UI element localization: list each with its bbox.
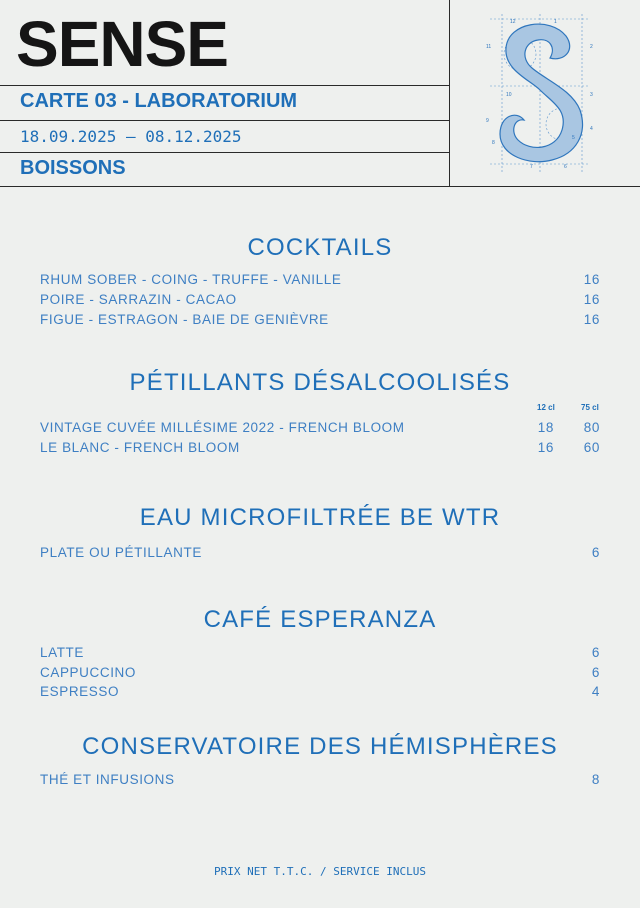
- item-name: LATTE: [40, 645, 85, 660]
- logo-annotation: 6: [564, 164, 567, 170]
- section-title-conservatoire: CONSERVATOIRE DES HÉMISPHÈRES: [82, 733, 558, 760]
- item-name: CAPPUCCINO: [40, 665, 137, 680]
- item-price: 4: [591, 684, 600, 699]
- item-price: 16: [583, 272, 600, 287]
- item-price: 16: [583, 312, 600, 327]
- logo-annotation: 8: [492, 140, 495, 146]
- logo-annotation: 1: [554, 19, 557, 25]
- logo-annotation: 5: [572, 135, 575, 141]
- logo-annotation: 11: [486, 44, 492, 50]
- logo-annotation: 4: [590, 126, 593, 132]
- item-price: 16: [583, 292, 600, 307]
- category-title: BOISSONS: [20, 157, 126, 179]
- header-divider: [0, 152, 449, 153]
- s-letter-construction-icon: [480, 14, 600, 172]
- logo-annotation: 9: [486, 118, 489, 124]
- date-range: 18.09.2025 – 08.12.2025: [20, 127, 242, 146]
- item-price-12cl: 16: [537, 440, 554, 455]
- column-header-75cl: 75 cl: [581, 403, 599, 412]
- item-price: 6: [591, 545, 600, 560]
- item-name: FIGUE - ESTRAGON - BAIE DE GENIÈVRE: [40, 312, 329, 327]
- header-divider: [0, 85, 449, 86]
- logo-annotation: 7: [530, 164, 533, 170]
- logo-annotation: 12: [510, 19, 516, 25]
- item-price-75cl: 80: [583, 420, 600, 435]
- item-name: VINTAGE CUVÉE MILLÉSIME 2022 - FRENCH BLOOM: [40, 420, 405, 435]
- menu-item: [40, 312, 600, 330]
- menu-item: [40, 292, 600, 310]
- logo-annotation: 10: [506, 92, 512, 98]
- header-title-block: [0, 0, 450, 186]
- item-price-12cl: 18: [537, 420, 554, 435]
- item-price-75cl: 60: [583, 440, 600, 455]
- menu-item: [40, 420, 600, 438]
- item-price: 6: [591, 665, 600, 680]
- item-name: LE BLANC - FRENCH BLOOM: [40, 440, 240, 455]
- menu-item: [40, 645, 600, 663]
- item-name: PLATE OU PÉTILLANTE: [40, 545, 202, 560]
- item-name: POIRE - SARRAZIN - CACAO: [40, 292, 237, 307]
- logo-annotation: 2: [590, 44, 593, 50]
- menu-header: [0, 0, 640, 187]
- item-name: ESPRESSO: [40, 684, 120, 699]
- carte-title: CARTE 03 - LABORATORIUM: [20, 90, 298, 112]
- column-header-12cl: 12 cl: [537, 403, 555, 412]
- menu-item: [40, 772, 600, 790]
- section-title-cafe: CAFÉ ESPERANZA: [203, 606, 437, 633]
- item-name: RHUM SOBER - COING - TRUFFE - VANILLE: [40, 272, 342, 287]
- menu-item: [40, 272, 600, 290]
- item-price: 8: [591, 772, 600, 787]
- header-divider: [0, 120, 449, 121]
- menu-item: [40, 684, 600, 702]
- item-name: THÉ ET INFUSIONS: [40, 772, 175, 787]
- logo-annotation: 3: [590, 92, 593, 98]
- menu-item: [40, 440, 600, 458]
- section-title-eau: EAU MICROFILTRÉE BE WTR: [139, 504, 501, 531]
- section-title-cocktails: COCKTAILS: [247, 234, 393, 261]
- item-price: 6: [591, 645, 600, 660]
- section-title-petillants: PÉTILLANTS DÉSALCOOLISÉS: [129, 369, 511, 396]
- menu-item: [40, 545, 600, 563]
- brand-name: SENSE: [16, 8, 228, 80]
- menu-item: [40, 665, 600, 683]
- footer-note: PRIX NET T.T.C. / SERVICE INCLUS: [214, 865, 426, 878]
